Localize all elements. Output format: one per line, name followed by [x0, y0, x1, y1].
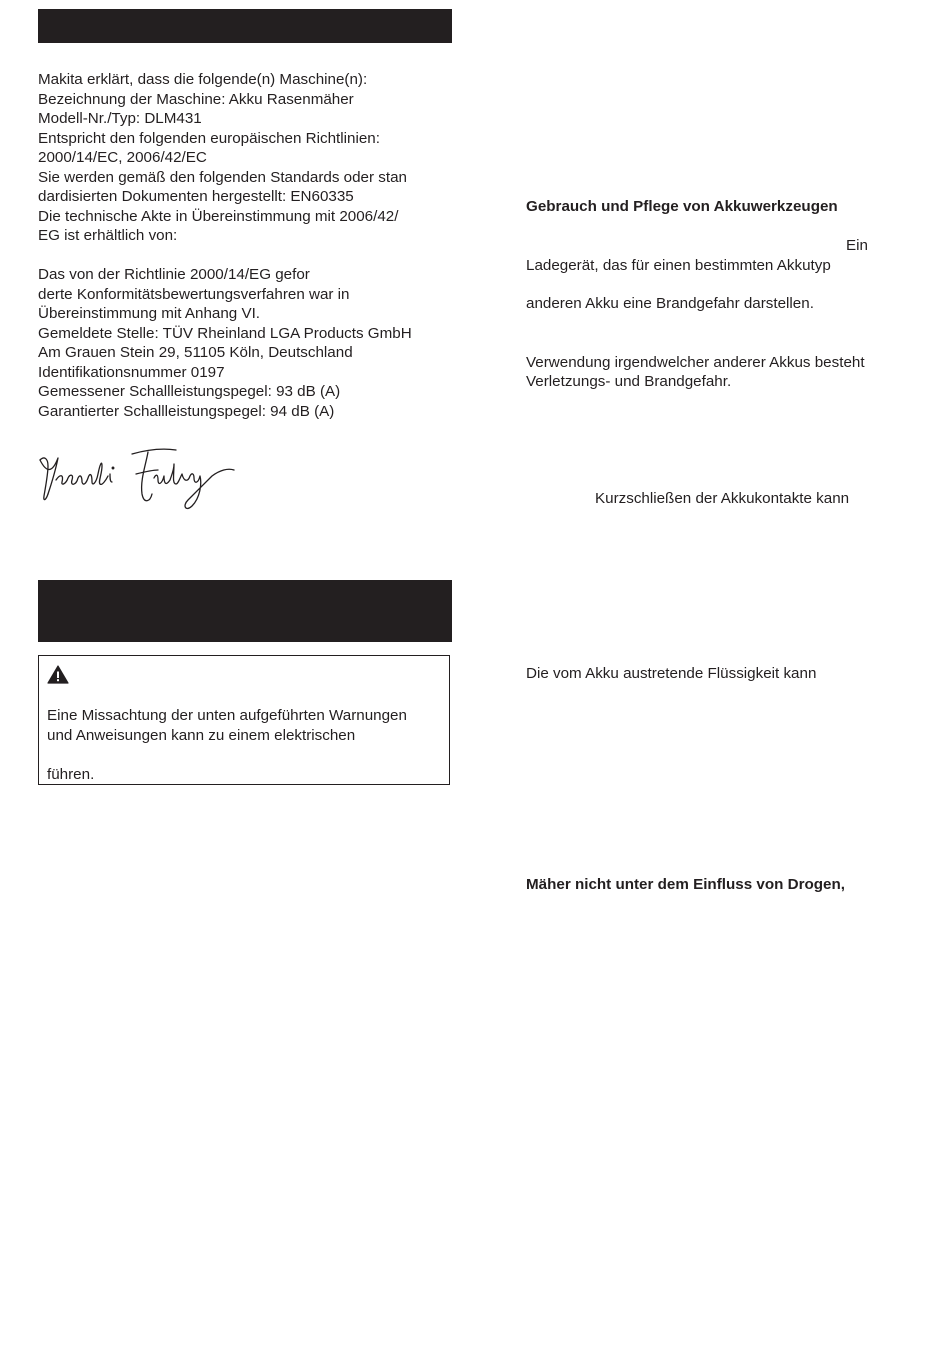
drugs-warning-text: Mäher nicht unter dem Einfluss von Drogen,: [526, 876, 845, 893]
declaration-line: dardisierten Dokumenten hergestellt: EN60335: [38, 188, 354, 205]
warning-box: [38, 655, 450, 785]
declaration-line: Makita erklärt, dass die folgende(n) Maschine(n):: [38, 71, 368, 88]
warning-line: führen.: [47, 765, 95, 783]
charger-line: anderen Akku eine Brandgefahr darstellen.: [526, 295, 814, 312]
conformity-line: Gemeldete Stelle: TÜV Rheinland LGA Products GmbH: [38, 324, 412, 342]
section-header-bar-safety: [38, 580, 452, 642]
other-batteries-line: Verwendung irgendwelcher anderer Akkus besteht: [526, 353, 865, 371]
declaration-line: Modell-Nr./Typ: DLM431: [38, 110, 202, 127]
section-header-bar-top: [38, 9, 452, 43]
conformity-line: Gemessener Schallleistungspegel: 93 dB (A): [38, 383, 341, 400]
warning-triangle-icon: [47, 665, 69, 684]
declaration-line: Entspricht den folgenden europäischen Richtlinien:: [38, 129, 380, 147]
other-batteries-line: Verletzungs- und Brandgefahr.: [526, 373, 732, 390]
conformity-line: Das von der Richtlinie 2000/14/EG gefor: [38, 266, 310, 283]
conformity-line: Identifikationsnummer 0197: [38, 363, 225, 381]
declaration-line: Sie werden gemäß den folgenden Standards oder stan: [38, 168, 407, 186]
declaration-line: Bezeichnung der Maschine: Akku Rasenmäher: [38, 90, 354, 108]
short-circuit-text: Kurzschließen der Akkukontakte kann: [595, 490, 850, 507]
conformity-line: Garantierter Schallleistungspegel: 94 dB (A): [38, 402, 335, 420]
declaration-line: Die technische Akte in Übereinstimmung mit 2006/42/: [38, 207, 399, 225]
declaration-line: 2000/14/EC, 2006/42/EC: [38, 149, 207, 166]
signature-image: [36, 444, 238, 514]
conformity-line: Am Grauen Stein 29, 51105 Köln, Deutschland: [38, 344, 353, 361]
battery-leak-text: Die vom Akku austretende Flüssigkeit kann: [526, 665, 817, 682]
warning-line: und Anweisungen kann zu einem elektrischen: [47, 726, 356, 744]
declaration-line: EG ist erhältlich von:: [38, 227, 178, 244]
conformity-line: derte Konformitätsbewertungsverfahren war in: [38, 285, 350, 303]
charger-line: Ladegerät, das für einen bestimmten Akkutyp: [526, 256, 831, 274]
battery-care-heading: Gebrauch und Pflege von Akkuwerkzeugen: [526, 198, 838, 215]
conformity-line: Übereinstimmung mit Anhang VI.: [38, 305, 261, 322]
warning-line: Eine Missachtung der unten aufgeführten Warnungen: [47, 707, 407, 724]
charger-ein: Ein: [846, 237, 868, 254]
